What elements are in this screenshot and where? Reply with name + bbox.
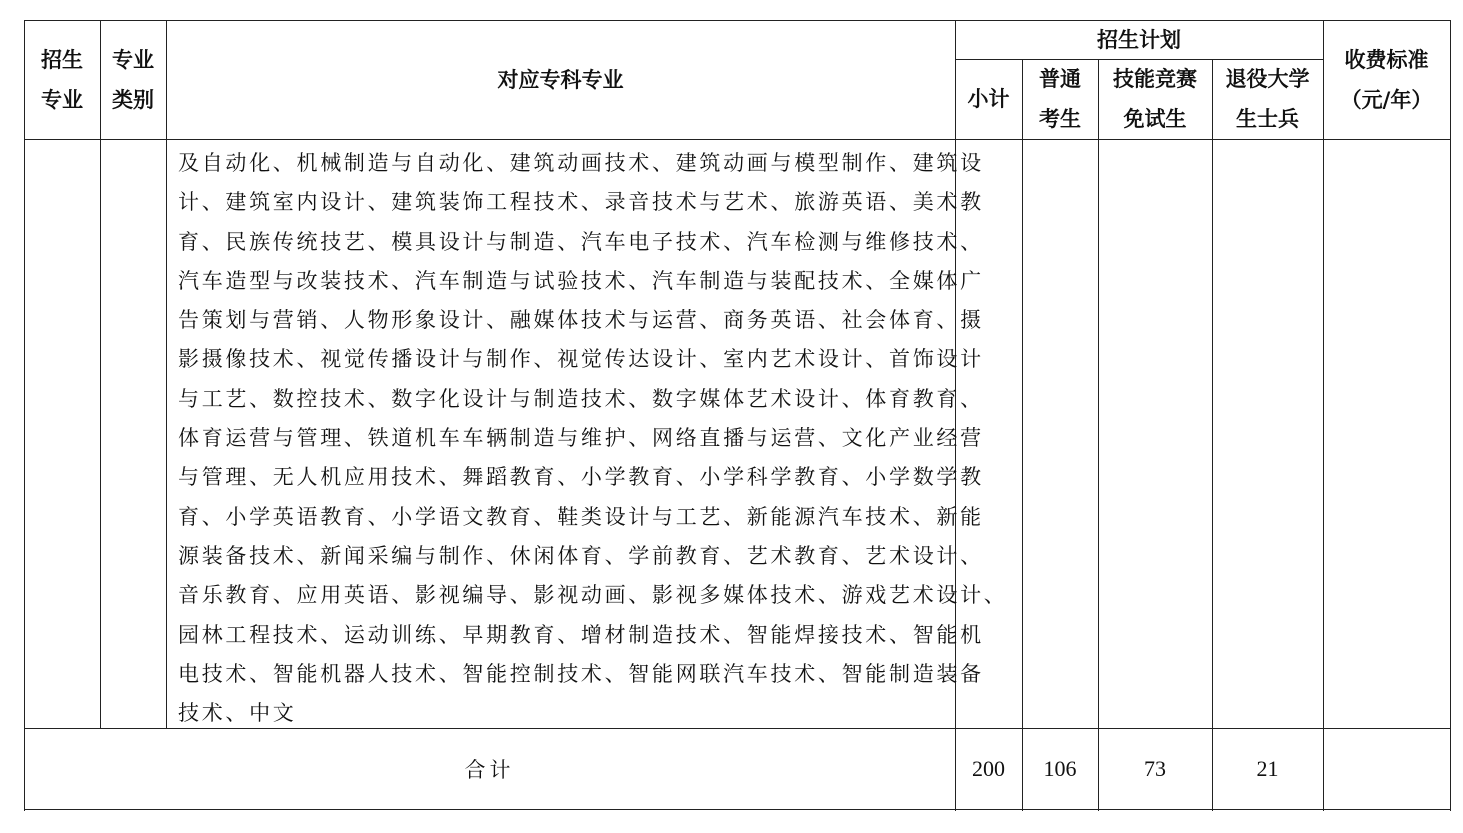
majors-line: 与管理、无人机应用技术、舞蹈教育、小学教育、小学科学教育、小学数学教	[178, 465, 984, 490]
majors-line: 源装备技术、新闻采编与制作、休闲体育、学前教育、艺术教育、艺术设计、	[178, 543, 984, 568]
majors-line: 技术、中文	[178, 701, 297, 726]
header-major-line2: 专业	[41, 87, 83, 112]
header-plan-label: 招生计划	[1097, 27, 1181, 52]
majors-line: 汽车造型与改装技术、汽车制造与试验技术、汽车制造与装配技术、全媒体广	[178, 268, 984, 293]
total-label-text: 合计	[464, 757, 515, 782]
majors-line: 计、建筑室内设计、建筑装饰工程技术、录音技术与艺术、旅游英语、美术教	[178, 190, 984, 215]
majors-line: 体育运营与管理、铁道机车车辆制造与维护、网络直播与运营、文化产业经营	[178, 426, 984, 451]
total-subtotal	[955, 728, 1022, 809]
total-regular	[1022, 728, 1098, 809]
header-regular-line1: 普通	[1039, 67, 1081, 91]
header-fee-line2: （元/年）	[1340, 87, 1433, 112]
majors-line: 育、民族传统技艺、模具设计与制造、汽车电子技术、汽车检测与维修技术、	[178, 229, 984, 254]
majors-line: 育、小学英语教育、小学语文教育、鞋类设计与工艺、新能源汽车技术、新能	[178, 504, 984, 529]
total-subtotal-value: 200	[972, 755, 1005, 781]
majors-line: 及自动化、机械制造与自动化、建筑动画技术、建筑动画与模型制作、建筑设	[178, 151, 984, 175]
majors-line: 影摄像技术、视觉传播设计与制作、视觉传达设计、室内艺术设计、首饰设计	[178, 347, 984, 372]
total-regular-value: 106	[1043, 755, 1077, 781]
header-skills-line2: 免试生	[1123, 107, 1187, 131]
header-major	[24, 20, 100, 139]
total-fee	[1323, 728, 1450, 809]
total-skills-value: 73	[1144, 755, 1166, 781]
corresponding-majors-list	[178, 144, 1008, 733]
majors-line: 园林工程技术、运动训练、早期教育、增材制造技术、智能焊接技术、智能机	[178, 622, 984, 647]
header-fee	[1323, 20, 1450, 139]
total-veterans	[1212, 728, 1323, 809]
header-corresponding-label: 对应专科专业	[497, 67, 624, 92]
majors-line: 告策划与营销、人物形象设计、融媒体技术与运营、商务英语、社会体育、摄	[178, 308, 984, 333]
total-veterans-value: 21	[1256, 755, 1279, 781]
total-label	[24, 728, 955, 809]
header-category	[100, 20, 166, 139]
header-skills-line1: 技能竞赛	[1113, 67, 1197, 91]
header-skills	[1098, 59, 1212, 139]
enrollment-table	[24, 20, 1451, 811]
header-regular-line2: 考生	[1039, 107, 1081, 131]
header-fee-line1: 收费标准	[1344, 47, 1429, 72]
header-subtotal	[955, 59, 1022, 139]
header-plan-group	[955, 20, 1323, 59]
majors-line: 电技术、智能机器人技术、智能控制技术、智能网联汽车技术、智能制造装备	[178, 661, 984, 686]
header-category-line2: 类别	[112, 87, 154, 112]
majors-line: 与工艺、数控技术、数字化设计与制造技术、数字媒体艺术设计、体育教育、	[178, 386, 984, 411]
total-skills	[1098, 728, 1212, 809]
majors-line: 音乐教育、应用英语、影视编导、影视动画、影视多媒体技术、游戏艺术设计、	[178, 583, 1008, 608]
header-veterans-line1: 退役大学	[1225, 67, 1310, 91]
header-corresponding-majors	[166, 20, 955, 139]
header-category-line1: 专业	[112, 47, 154, 72]
header-veterans-line2: 生士兵	[1236, 107, 1299, 131]
header-major-line1: 招生	[41, 47, 83, 72]
header-veterans	[1212, 59, 1323, 139]
header-subtotal-label: 小计	[967, 87, 1010, 111]
header-regular	[1022, 59, 1098, 139]
